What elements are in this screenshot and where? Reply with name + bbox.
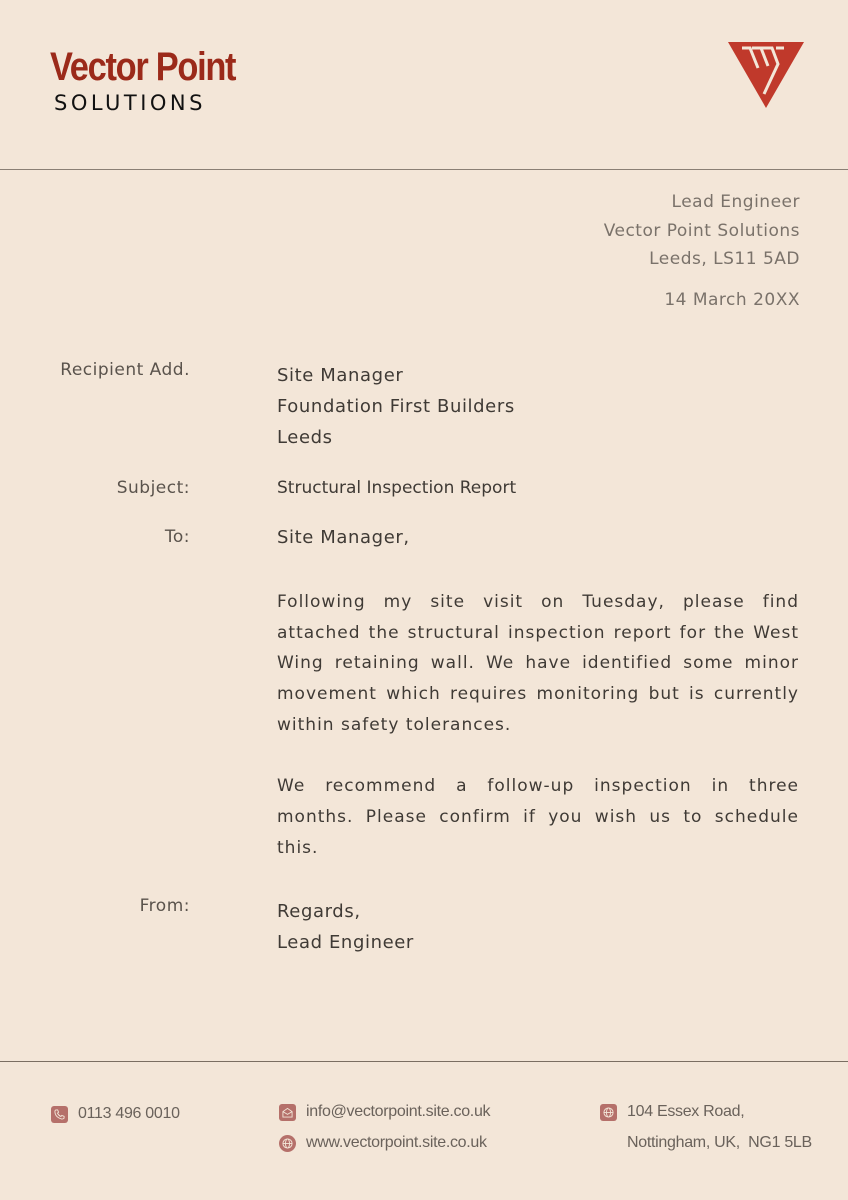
phone-icon bbox=[51, 1106, 68, 1123]
recipient-line: Foundation First Builders bbox=[277, 396, 515, 417]
footer-email[interactable] bbox=[279, 1102, 490, 1122]
footer-phone bbox=[51, 1104, 180, 1124]
footer-address bbox=[600, 1102, 812, 1153]
location-icon bbox=[600, 1104, 617, 1121]
recipient-line: Leeds bbox=[277, 427, 333, 448]
sign-off bbox=[277, 896, 799, 958]
mail-icon bbox=[279, 1104, 296, 1121]
brand-name: Vector Point bbox=[50, 45, 236, 89]
recipient-label: Recipient Add. bbox=[60, 360, 190, 380]
salutation: Site Manager, bbox=[277, 527, 410, 548]
body-paragraph: We recommend a follow-up inspection in three months. Please confirm if you wish us to schedule this. bbox=[277, 776, 799, 858]
company-logo-icon bbox=[728, 42, 804, 108]
footer-divider bbox=[0, 1061, 848, 1062]
sign-off-line: Regards, bbox=[277, 901, 361, 922]
address-lines bbox=[627, 1102, 812, 1153]
header-divider bbox=[0, 169, 848, 170]
letter-date: 14 March 20XX bbox=[664, 289, 800, 310]
recipient-line: Site Manager bbox=[277, 365, 404, 386]
subject-label: Subject: bbox=[116, 478, 190, 498]
footer-website[interactable] bbox=[279, 1133, 487, 1153]
email-address[interactable]: info@vectorpoint.site.co.uk bbox=[306, 1103, 491, 1120]
body-paragraph: Following my site visit on Tuesday, please find attached the structural inspection report for the West Wing retaining wall. We have identified some minor movement which requires monitoring but is currently within safety tolerances. bbox=[277, 592, 799, 735]
letterhead-brand bbox=[50, 44, 265, 116]
sender-line: Lead Engineer bbox=[671, 192, 800, 212]
address-line: Nottingham, UK, NG1 5LB bbox=[627, 1134, 812, 1151]
subject-value: Structural Inspection Report bbox=[277, 478, 517, 498]
sign-off-line: Lead Engineer bbox=[277, 932, 414, 953]
brand-tagline: SOLUTIONS bbox=[54, 91, 206, 115]
sender-line: Vector Point Solutions bbox=[603, 220, 800, 241]
address-line: 104 Essex Road, bbox=[627, 1103, 745, 1120]
letter-body bbox=[277, 587, 799, 894]
sender-line: Leeds, LS11 5AD bbox=[649, 249, 800, 269]
to-label: To: bbox=[164, 527, 190, 547]
sender-address-block bbox=[604, 188, 800, 314]
globe-icon bbox=[279, 1135, 296, 1152]
website-url[interactable]: www.vectorpoint.site.co.uk bbox=[306, 1134, 487, 1151]
phone-number: 0113 496 0010 bbox=[78, 1105, 180, 1122]
recipient-address bbox=[277, 360, 799, 453]
from-label: From: bbox=[139, 896, 190, 916]
